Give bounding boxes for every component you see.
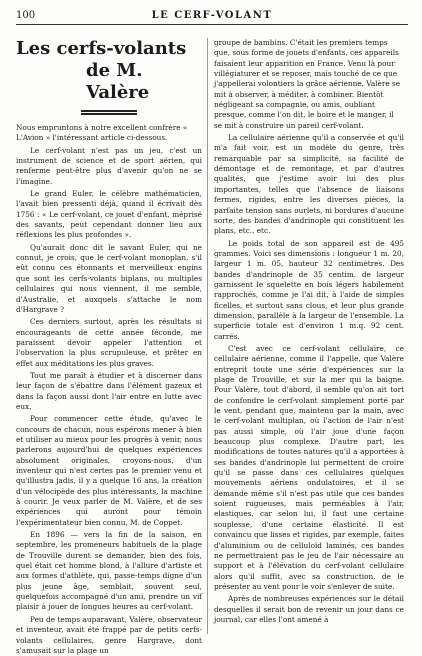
- left-paragraph: Ces derniers surtout, après les résultats si encourageants de cette année féconde, me paraissent devoir appeler l'attention et l'observation la plus scrupuleuse, et prêter en effet aux méditations les plus graves.: [16, 317, 202, 368]
- left-column: [16, 38, 202, 655]
- right-paragraph: groupe de bambins. C'était les premiers temps que, sous forme de jouets d'enfants, ces appareils faisaient leur apparition en France. Venu là pour villégiaturer et se reposer, mais touché de ce que j'appellerai volontiers la grâce aérienne, Valère se mit à observer, à méditer, à combiner. Bientôt négligeant sa compagnie, ou amis, oubliant presque, comme l'on dit, le boire et le manger, il se mit à construire un pareil cerf-volant.: [214, 38, 401, 130]
- right-column: [214, 38, 404, 640]
- intro-note: Nous empruntons à notre excellent confrère « L'Avion » l'intéressant article ci-dessous.: [16, 123, 188, 143]
- article-title-line-1: Les cerfs-volants: [16, 38, 187, 59]
- right-paragraph: Le poids total de son appareil est de 495 grammes. Voici ses dimensions : longueur 1 m. 20, largeur 1 m. 05, hauteur 32 centimètres. Des bandes d'andrinople de 35 centim. de largeur garnissent le squelette en bois légers habilement rapprochés, comme je l'ai dit, à l'aide de simples ficelles, et surtout sans clous, et leur plus grande dimension, parallèle à la largeur de l'ensemble. La superficie totale est d'environ 1 m.q. 92 cent. carrés.: [214, 238, 404, 341]
- left-paragraph: Peu de temps auparavant, Valère, observateur et inventeur, avait été frappé par de petits cerfs-volants cellulaires, genre Hargrave, dont s'amusait sur la plage un: [16, 614, 202, 655]
- left-paragraph: Tout me paraît à étudier et à discerner dans leur façon de s'ébattre dans l'élément gazeux et dans la façon aussi dont l'air entre en lutte avec eux.: [16, 370, 202, 411]
- left-paragraph: Le cerf-volant n'est pas un jeu, c'est un instrument de science et de sport aérien, qui renferme peut-être plus d'avenir qu'on ne se l'imagine.: [16, 145, 202, 186]
- left-paragraph: Qu'aurait donc dit le savant Euler, qui ne connut, je crois, que le cerf-volant monoplan, s'il eût connu ces étonnants et merveilleux engins que sont les cerfs-volants biplans, ou multiples cellulaires qui nous viennent, il me semble, d'Australie, et auxquels s'attache le nom d'Hargrave ?: [16, 242, 202, 314]
- journal-title: LE CERF-VOLANT: [151, 10, 273, 21]
- column-divider: [207, 38, 208, 634]
- right-paragraph: Après de nombreuses expériences sur le détail desquelles il serait bon de revenir un jour dans ce journal, car elles l'ont amené à: [214, 594, 404, 624]
- page-number: 100: [16, 10, 36, 21]
- article-title-line-2: de M. Valère: [86, 60, 150, 103]
- left-paragraph: Le grand Euler, le célèbre mathématicien, l'avait bien pressenti déjà, quand il écrivait dès 1756 : « Le cerf-volant, ce jouet d'enfant, méprisé des savants, peut cependant donner lieu aux réflexions les plus profondes ».: [16, 189, 202, 240]
- page-header: [16, 8, 408, 25]
- title-rule: [81, 110, 137, 115]
- left-paragraph: En 1896 — vers la fin de la saison, en septembre, les promeneurs habituels de la plage de Trouville durent se demander, bien des fois, quel était cet homme blond, à l'allure d'artiste et aux formes d'athlète, qui, passe-temps digne d'un plus jeune âge, semblait, souvent seul, quelquefois accompagné d'un ami, prendre un vif plaisir à jouer de longues heures au cerf-volant.: [16, 530, 202, 612]
- right-paragraph: La cellulaire aérienne qu'il a conservée et qu'il m'a fait voir, est un modèle du genre, très remarquable par sa simplicité, sa facilité de démontage et de remontage, et par d'autres qualités, que j'estime avoir lui des plus importantes, telles que l'absence de liaisons fermes, rigides, entre les diverses pièces, la parfaite tension sans ourlets, ni bordures d'aucune sorte, des bandes d'andrinople qui constituent les plans, etc., etc.: [214, 133, 404, 236]
- left-paragraph: Pour commencer cette étude, qu'avec le concours de chacun, nous espérons mener à bien et utiliser au mieux pour les progrès à venir, nous parlerons aujourd'hui de quelques expériences absolument originales, croyons-nous, d'un inventeur qui n'est certes pas le premier venu et qu'illustra jadis, il y a quelque 16 ans, la création d'un vélocipède des plus intéressants, la machine à courir. Je veux parler de M. Valère, et de ses expériences qui auront pour témoin l'expérimentateur bien connu, M. de Coppet.: [16, 414, 202, 527]
- right-paragraph: C'est avec ce cerf-volant cellulaire, ce cellulaire aérienne, comme il l'appelle, que Valère entreprit toute une série d'expériences sur la plage de Trouville, et sur la mer qui la baigne. Pour Valère, tout d'abord, il semble qu'on ait tort de confondre le cerf-volant simplement porté par le vent, pendant que, maintenu par la main, avec le cerf-volant multiplan, où l'action de l'air n'est pas aussi simple, où l'air joue d'une façon beaucoup plus complexe. D'autre part, les modifications de toutes natures qu'il a apportées à ses bandes d'andrinople lui permettent de croire qu'il se passe dans ces cellulaires quelques mouvements aériens ondulatoires, et il se demande même s'il n'est pas utile que ces bandes soient rugueuses, mais perméables à l'air, elastiques, car selon lui, il faut une certaine souplesse, d'une certaine élasticité. Il est convaincu que lisses et rigides, par exemple, faites d'aluminium ou de celluloïd laminés, ces bandes ne permettraient pas le jeu de l'air nécessaire au support et à l'élévation du cerf-volant cellulaire alors qu'il suffit, avec sa construction, de le présenter au vent pour le voir s'enlever de suite.: [214, 343, 404, 591]
